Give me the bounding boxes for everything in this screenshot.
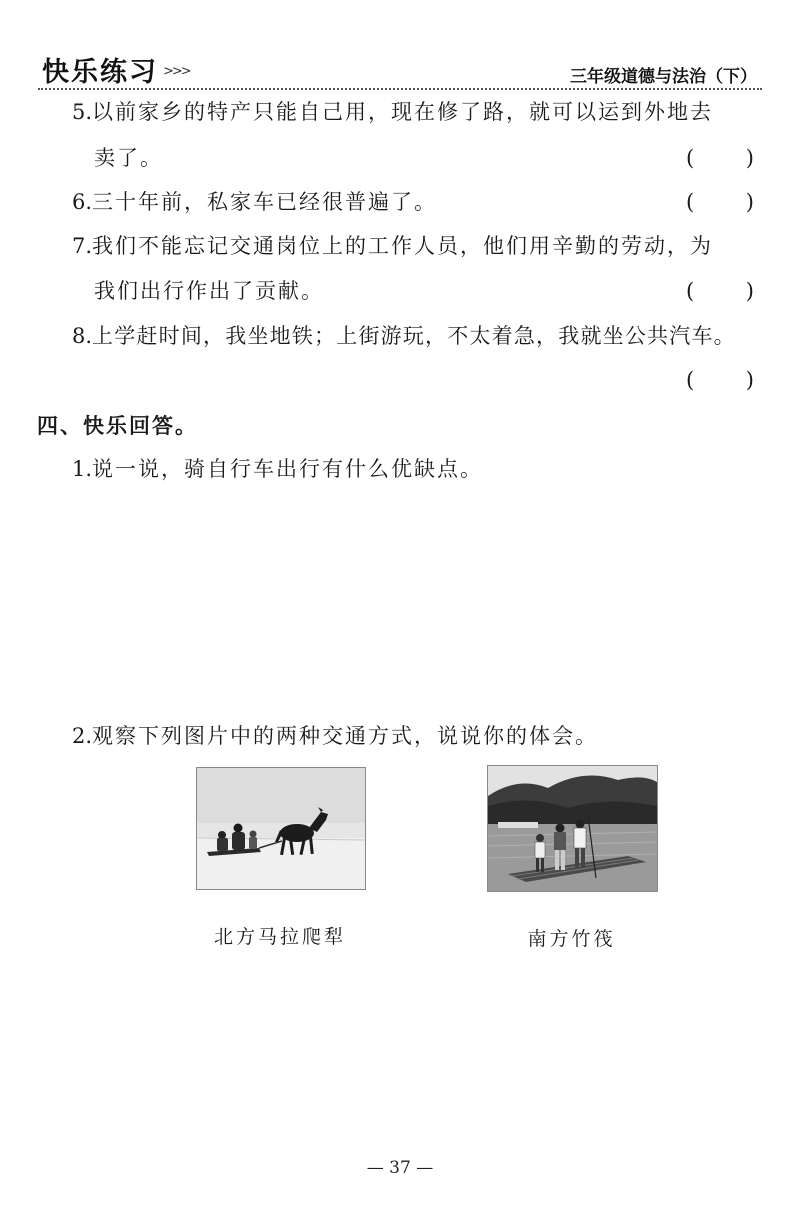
question-text: 观察下列图片中的两种交通方式，说说你的体会。: [92, 724, 599, 748]
answer-blank-8[interactable]: [686, 366, 754, 394]
question-5-line-2: 卖了。: [94, 146, 163, 170]
paren-close: ): [745, 368, 754, 392]
question-number: 5.: [72, 100, 93, 124]
bamboo-raft-photo-icon: [488, 766, 657, 891]
paren-open: (: [686, 146, 695, 170]
horse-sleigh-photo: [196, 767, 366, 890]
question-5-line-1: [72, 98, 713, 126]
paren-open: (: [686, 190, 695, 214]
paren-open: (: [686, 279, 695, 303]
answer-blank-5[interactable]: [686, 144, 754, 172]
photo-caption-1: 北方马拉爬犁: [213, 926, 346, 948]
header-logo: 快乐练习: [42, 57, 158, 88]
horse-sleigh-photo-icon: [197, 768, 365, 889]
paren-close: ): [745, 190, 754, 214]
photo-caption-2: 南方竹筏: [527, 928, 616, 950]
page-number: — 37 —: [366, 1158, 434, 1178]
question-4-2: [72, 722, 598, 750]
header-arrows: >>>: [163, 64, 190, 79]
answer-blank-7[interactable]: [686, 277, 754, 305]
question-number: 8.: [72, 324, 93, 348]
question-7-line-2: 我们出行作出了贡献。: [94, 279, 324, 303]
question-8-line-1: [72, 322, 736, 350]
question-text: 上学赶时间，我坐地铁；上街游玩，不太着急，我就坐公共汽车。: [92, 324, 736, 348]
question-number: 1.: [72, 457, 93, 481]
question-7-line-1: [72, 232, 713, 260]
paren-open: (: [686, 368, 695, 392]
section-title: 四、快乐回答。: [37, 414, 198, 438]
header-subject: 三年级道德与法治（下）: [570, 67, 757, 87]
question-6-line-1: [72, 188, 437, 216]
question-number: 7.: [72, 234, 93, 258]
bamboo-raft-photo: [487, 765, 658, 892]
question-4-1: [72, 455, 483, 483]
question-text: 说一说，骑自行车出行有什么优缺点。: [92, 457, 484, 481]
question-number: 6.: [72, 190, 93, 214]
paren-close: ): [745, 146, 754, 170]
question-number: 2.: [72, 724, 93, 748]
question-text: 三十年前，私家车已经很普遍了。: [92, 190, 438, 214]
answer-area-1[interactable]: [72, 500, 752, 700]
header-divider: [38, 88, 762, 90]
answer-blank-6[interactable]: [686, 188, 754, 216]
question-text: 我们不能忘记交通岗位上的工作人员，他们用辛勤的劳动，为: [92, 234, 714, 258]
paren-close: ): [745, 279, 754, 303]
question-text: 以前家乡的特产只能自己用，现在修了路，就可以运到外地去: [92, 100, 714, 124]
